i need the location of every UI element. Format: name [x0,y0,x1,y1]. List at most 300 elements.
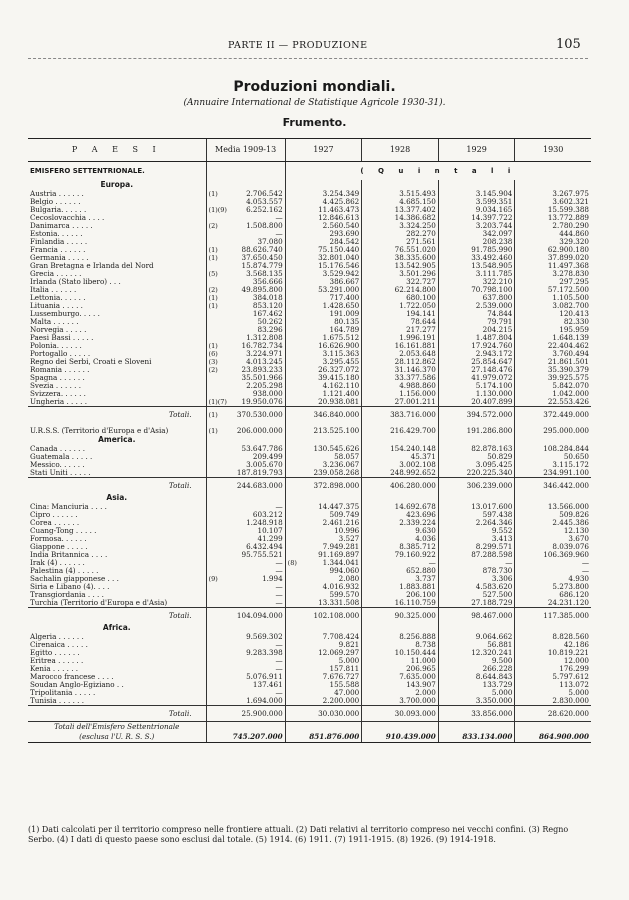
country-name: Germania . . . . . [30,254,89,262]
total-row [28,608,591,624]
value: 167.462 [252,310,283,318]
country-name: Canada . . . . . . [30,445,86,453]
value-cell [362,559,439,567]
country-name: Francia . . . . . . [30,246,86,254]
value-cell [438,641,515,649]
empty-cell [362,180,439,190]
value-cell [438,583,515,591]
value-cell [438,527,515,535]
table-row [28,206,591,214]
value-cell [438,559,515,567]
value-cell [285,318,362,326]
value: 10.819.221 [547,649,589,657]
value: 9.283.398 [246,649,283,657]
value: 527.500 [482,591,513,599]
value: 3.115.172 [552,461,589,469]
value: 266.228 [482,665,513,673]
value: 1.156.000 [399,390,436,398]
reference-note: (1) [208,410,218,419]
value-cell [515,503,591,511]
value-cell [515,214,591,222]
value-cell [362,270,439,278]
reference-note: (3) [208,358,218,366]
value: 2.080 [338,575,360,583]
value: 6.432.494 [246,543,283,551]
country-name: Tunisia . . . . . . [30,697,85,705]
value: 8.828.560 [552,633,589,641]
value: 1.994 [262,575,283,583]
country-name: Cecoslovacchia . . . . [30,214,105,222]
value-cell [438,575,515,583]
value-cell [438,478,515,494]
value: 3.111.785 [475,270,513,278]
value-cell [438,453,515,461]
country-name: Finlandia . . . . . [30,238,88,246]
value-cell [438,681,515,689]
empty-cell [515,493,591,503]
value: 853.120 [252,302,283,310]
value-cell [362,398,439,407]
value-cell [362,310,439,318]
value: 11.497.368 [547,262,589,270]
value-cell [438,633,515,641]
country-name: Bulgaria. . . . . . [30,206,87,214]
value: 31.146.370 [394,366,436,374]
empty-cell [438,180,515,190]
footnote: (1) Dati calcolati per il territorio compreso nelle frontiere attuali. (2) Dati relativi al territorio compreso nei vecchi confini. (3) Regno Serbo. (4) I dati di questo paese sono esclusi dal totale. (5) 1914. (6) 1911. (7) 1911-1915. (8) 1926. (9) 1914-1918. [28,825,569,844]
value: 157.811 [329,665,360,673]
value-cell [285,222,362,230]
value: 217.277 [406,326,436,334]
value: 5.797.612 [552,673,589,681]
value-cell [362,294,439,302]
value-cell [515,567,591,575]
empty-cell [285,623,362,633]
value-cell [438,190,515,198]
value-cell [515,366,591,374]
reference-note: (6) [208,350,218,358]
value: 372.898.000 [313,480,360,490]
country-name: Austria . . . . . . [30,190,84,198]
value: 50.262 [257,318,283,326]
value: 599.570 [329,591,360,599]
country-name: Cina: Manciuria . . . . [30,503,107,511]
table-row [28,427,591,435]
country-name: Palestina (4) . . . . . [30,567,99,575]
country-name: Irlanda (Stato libero) . . . [30,278,121,286]
value: 2.264.346 [475,519,513,527]
total-label: Totali. [28,608,206,624]
value: 329.320 [559,238,589,246]
value: 9.500 [491,657,513,665]
grand-total-values-row [28,732,591,743]
total-row [28,407,591,423]
value: 306.239.000 [466,480,513,490]
value-cell [438,302,515,310]
page-number: 105 [556,37,581,52]
value-cell [362,599,439,608]
empty-cell [362,435,439,445]
country-name: Eritrea . . . . . . [30,657,84,665]
value-cell [285,350,362,358]
value: 16.110.759 [394,599,436,607]
table-row [28,334,591,342]
value-cell [515,190,591,198]
value-cell [206,559,285,567]
value: 4.036 [415,535,436,543]
value: 79.791 [487,318,513,326]
table-row [28,342,591,350]
value: — [275,665,283,673]
value: 35.390.379 [547,366,589,374]
value-cell [285,390,362,398]
value-cell [438,503,515,511]
running-header: PARTE II — PRODUZIONE [228,40,368,51]
country-name: Corea . . . . . . [30,519,80,527]
value-cell [515,302,591,310]
reference-note: (1) [208,342,218,350]
value: — [275,591,283,599]
value: 2.200.000 [322,697,360,705]
value-cell [206,278,285,286]
continent-label: America. [98,435,136,444]
value: 271.561 [406,238,436,246]
value: 33.377.586 [394,374,436,382]
value: 49.895.800 [241,286,283,294]
value-cell [206,407,285,423]
value: 3.254.349 [322,190,360,198]
value: 2.339.224 [399,519,436,527]
value-cell [206,641,285,649]
value: 14.397.722 [471,214,513,222]
value-cell [515,198,591,206]
value: — [581,567,589,575]
value-cell [515,551,591,559]
value: 346.442.000 [543,480,589,490]
value: 3.413 [491,535,513,543]
empty-cell [362,493,439,503]
value-cell [285,657,362,665]
value: 4.583.620 [475,583,513,591]
value: 9.630 [415,527,436,535]
value-cell [515,278,591,286]
value-cell [515,374,591,382]
page-title: Produzioni mondiali. [233,79,396,95]
value: 680.100 [406,294,436,302]
value: 322.210 [482,278,513,286]
value-cell [206,665,285,673]
value: 14.692.678 [394,503,436,511]
value: 78.644 [410,318,436,326]
value-cell [515,559,591,567]
value-cell [362,318,439,326]
value-cell [206,214,285,222]
value-cell [438,358,515,366]
value-cell [362,366,439,374]
value: 15.874.779 [241,262,283,270]
country-name: Polonia. . . . . . [30,342,82,350]
country-name: Giappone . . . . . [30,543,88,551]
value-cell [438,198,515,206]
reference-note: (1) [208,190,218,198]
value-cell [206,657,285,665]
value-cell [438,608,515,624]
value-cell [362,503,439,511]
value: 2.539.000 [475,302,513,310]
country-name: Egitto . . . . . . [30,649,80,657]
value: 14.447.375 [318,503,360,511]
value-cell [285,334,362,342]
value: 206.965 [406,665,436,673]
continent-row [28,435,591,445]
value-cell [285,575,362,583]
reference-note: (1) [208,254,218,262]
value: 7.676.727 [322,673,360,681]
value-cell [438,535,515,543]
value-cell [438,270,515,278]
value: 717.400 [329,294,360,302]
value: 3.224.971 [246,350,283,358]
value: 42.186 [563,641,589,649]
value: 104.094.000 [236,610,283,620]
empty-cell [285,722,362,733]
value-cell [362,254,439,262]
value-cell [438,238,515,246]
value: 2.000 [415,689,436,697]
value: 3.568.135 [246,270,283,278]
value: 3.599.351 [475,198,513,206]
value-cell [362,535,439,543]
value: 3.350.000 [475,697,513,705]
value-cell [438,461,515,469]
country-name: Stati Uniti . . . . . [30,469,91,477]
value: 195.959 [559,326,589,334]
value: 25.854.647 [471,358,513,366]
value: 27.001.211 [394,398,436,406]
empty-cell [515,623,591,633]
table-row [28,519,591,527]
value: 234.991.100 [543,469,589,477]
value-cell [285,294,362,302]
table-row [28,366,591,374]
reference-note: (9) [208,575,218,583]
value-cell [285,453,362,461]
value-cell [285,608,362,624]
value-cell [285,198,362,206]
value-cell [285,649,362,657]
value: 5.000 [491,689,513,697]
empty-cell [206,493,285,503]
table-row [28,294,591,302]
table-row [28,649,591,657]
value-cell [206,649,285,657]
value-cell [285,706,362,722]
value: — [275,657,283,665]
value: 27.148.476 [471,366,513,374]
value: 3.145.904 [475,190,513,198]
value-cell [515,461,591,469]
value-cell [515,350,591,358]
value: 13.548.905 [471,262,513,270]
value-cell [515,599,591,608]
empty-cell [206,180,285,190]
value-cell [362,382,439,390]
reference-note: (1)(7) [208,398,227,406]
value-cell [362,583,439,591]
reference-note: (1) [208,302,218,310]
country-name: Malta . . . . . . [30,318,79,326]
country-name: Algeria . . . . . . [30,633,84,641]
value-cell [438,657,515,665]
value-cell [362,551,439,559]
value-cell [438,214,515,222]
value: 4.016.932 [322,583,360,591]
column-header: 1930 [515,139,591,162]
value: 2.560.540 [322,222,360,230]
value: — [275,503,283,511]
value-cell [515,390,591,398]
value: 7.635.000 [399,673,436,681]
value: 20.938.081 [318,398,360,406]
value-cell [285,310,362,318]
value: — [275,689,283,697]
continent-row [28,180,591,190]
value: 22.404.462 [547,342,589,350]
value: 13.331.508 [318,599,360,607]
value-cell [206,398,285,407]
value: — [275,583,283,591]
country-name: India Britannica . . . . [30,551,108,559]
value-cell [515,527,591,535]
value-cell [206,535,285,543]
value: 204.215 [482,326,513,334]
value-cell [285,366,362,374]
value-cell [438,342,515,350]
value: 4.425.862 [322,198,360,206]
country-name: Regno dei Serbi, Croati e Sloveni [30,358,152,366]
value-cell [206,270,285,278]
value: 39.415.180 [318,374,360,382]
value: 3.760.494 [552,350,589,358]
value: 3.236.067 [322,461,360,469]
value-cell [285,270,362,278]
value: 3.700.000 [399,697,436,705]
value: 284.542 [329,238,360,246]
value: 5.076.911 [246,673,283,681]
continent-row [28,493,591,503]
value-cell [515,591,591,599]
value-cell [362,358,439,366]
country-name: Svezia . . . . . . [30,382,82,390]
value-cell [438,665,515,673]
value: 2.706.542 [246,190,283,198]
value-cell [206,222,285,230]
value-cell: 833.134.000 [438,732,515,743]
value-cell [362,326,439,334]
value: 143.907 [406,681,436,689]
value: 83.296 [257,326,283,334]
value-cell [438,390,515,398]
hemisphere-label: EMISFERO SETTENTRIONALE. [30,167,145,175]
value-cell [515,697,591,706]
value-cell [285,469,362,478]
value: 938.000 [252,390,283,398]
value-cell [362,461,439,469]
value-cell [515,673,591,681]
value-cell [206,326,285,334]
reference-note: (1) [208,427,218,435]
value-cell [285,278,362,286]
value: 102.108.000 [313,610,360,620]
value: 76.551.020 [394,246,436,254]
value-cell [206,302,285,310]
value: 3.306 [491,575,513,583]
table-row [28,270,591,278]
country-name: Spagna . . . . . . [30,374,85,382]
value-cell [206,478,285,494]
country-name: Formosa. . . . . . [30,535,87,543]
country-name: Guatemala . . . . . [30,453,93,461]
value: 5.842.070 [552,382,589,390]
value-cell [515,575,591,583]
table-row [28,583,591,591]
country-name: Irak (4) . . . . . . [30,559,85,567]
table-row [28,445,591,453]
value-cell [515,254,591,262]
country-name: Portogallo . . . . . [30,350,91,358]
value: 3.527 [338,535,360,543]
value: 356.666 [252,278,283,286]
value-cell [515,478,591,494]
value-cell [285,427,362,435]
value: 322.727 [406,278,436,286]
value-cell [438,697,515,706]
value: 1.487.804 [475,334,513,342]
value-cell [285,398,362,407]
value-cell [285,697,362,706]
value: 12.130 [563,527,589,535]
value-cell [285,230,362,238]
value: 58.057 [334,453,360,461]
value: 1.105.500 [552,294,589,302]
table-header-row [28,139,591,162]
table-row [28,633,591,641]
table-row [28,262,591,270]
value-cell [285,382,362,390]
value: 39.925.575 [547,374,589,382]
value-cell [438,286,515,294]
value-cell [206,366,285,374]
value-cell [285,302,362,310]
value: 213.525.100 [313,427,360,435]
country-name: Lituania . . . . . [30,302,83,310]
empty-cell [362,722,439,733]
value: 3.501.296 [399,270,436,278]
value-cell [515,342,591,350]
value: 3.002.108 [399,461,436,469]
column-header: 1928 [362,139,439,162]
value: 1.508.800 [246,222,283,230]
value-cell [206,461,285,469]
value: 394.572.000 [466,409,513,419]
value: 2.445.386 [552,519,589,527]
value: — [428,559,436,567]
value-cell [515,633,591,641]
value-cell: 745.207.000 [206,732,285,743]
table-row [28,689,591,697]
country-name: Messico. . . . . . [30,461,85,469]
value: 91.169.897 [318,551,360,559]
